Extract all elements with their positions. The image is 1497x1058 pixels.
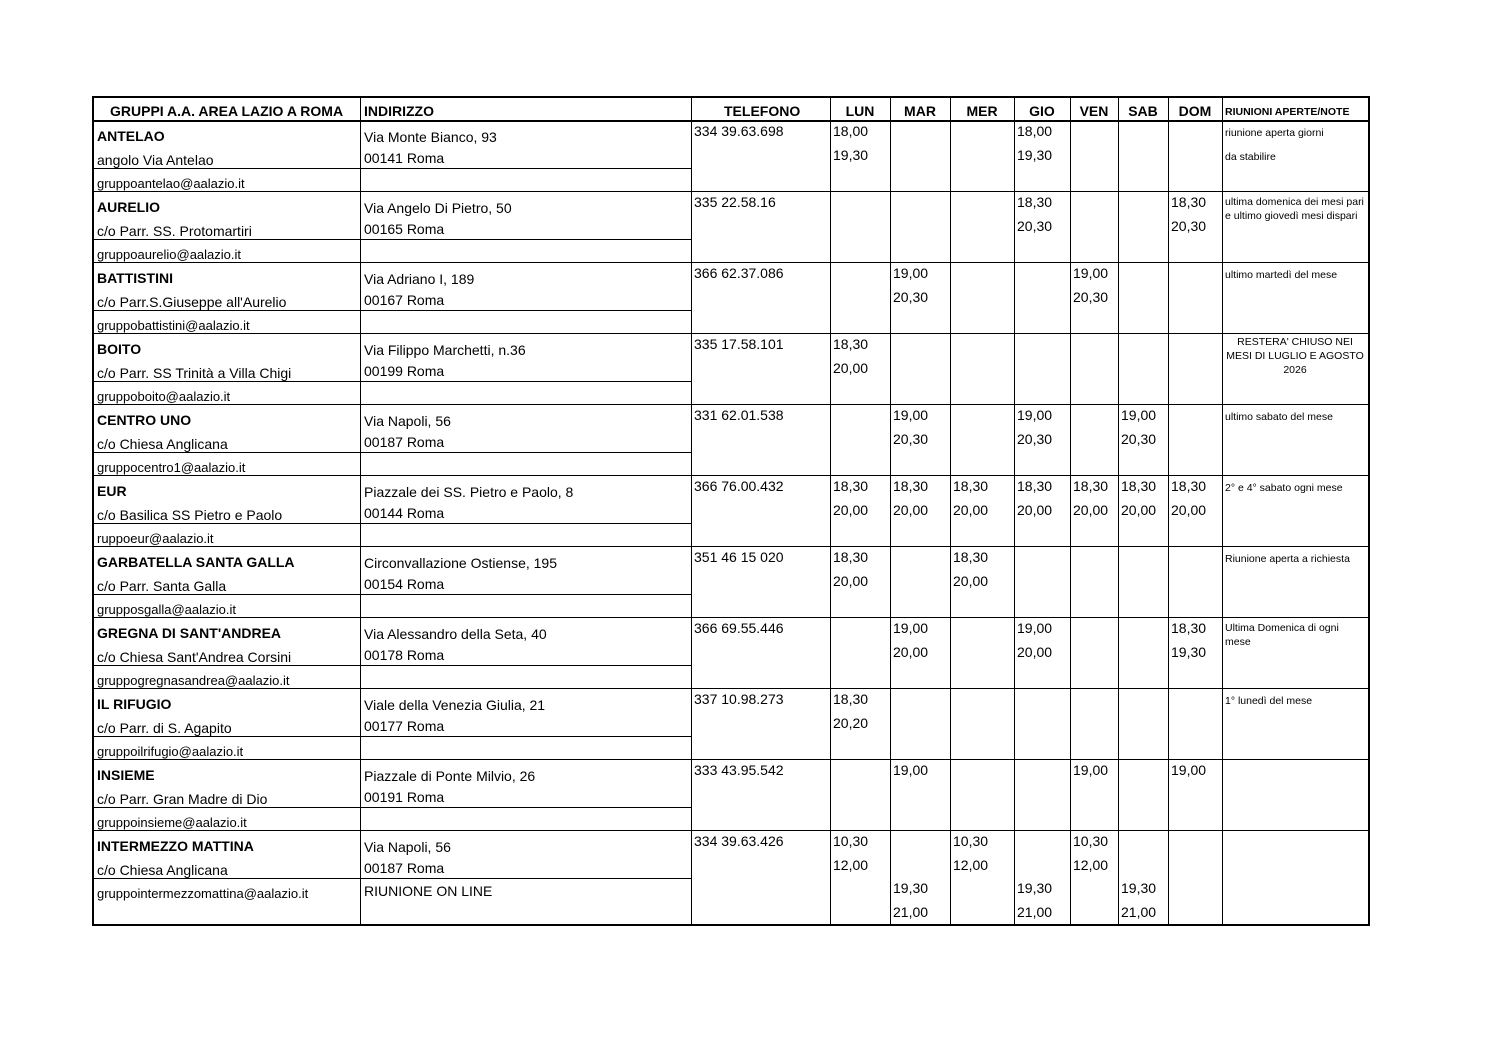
row-divider	[94, 310, 691, 311]
meeting-time: 18,30	[1017, 194, 1053, 210]
group-city: 00191 Roma	[364, 789, 445, 805]
meeting-time: 19,00	[893, 265, 929, 281]
group-name: AURELIO	[97, 199, 160, 215]
group-city: 00187 Roma	[364, 860, 445, 876]
row-divider	[94, 168, 691, 169]
group-street: Piazzale di Ponte Milvio, 26	[364, 768, 536, 784]
col-divider	[691, 98, 692, 924]
group-street: Via Adriano I, 189	[364, 271, 475, 287]
row-divider	[94, 523, 691, 524]
group-note-line: MESI DI LUGLIO E AGOSTO	[1226, 350, 1364, 362]
meeting-time: 19,30	[1017, 146, 1053, 163]
meeting-time: 18,30	[1171, 194, 1207, 210]
group-street: Via Monte Bianco, 93	[364, 129, 497, 145]
meeting-time: 20,30	[893, 430, 929, 447]
group-phone: 351 46 15 020	[694, 549, 784, 565]
row-divider	[94, 617, 1368, 618]
row-divider	[94, 807, 691, 808]
group-email: grupposgalla@aalazio.it	[97, 602, 236, 617]
group-name: GARBATELLA SANTA GALLA	[97, 554, 295, 570]
group-location: c/o Parr. Santa Galla	[97, 578, 227, 594]
group-name: GREGNA DI SANT'ANDREA	[97, 625, 282, 641]
meeting-time: 20,00	[833, 359, 869, 376]
meeting-time: 20,00	[1171, 501, 1207, 518]
row-divider	[94, 546, 1368, 547]
group-name: CENTRO UNO	[97, 412, 192, 428]
meeting-time: 20,00	[893, 643, 929, 660]
row-divider	[94, 262, 1368, 263]
group-note-line: Riunione aperta a richiesta	[1225, 553, 1350, 565]
group-email: gruppocentro1@aalazio.it	[97, 460, 246, 475]
row-divider	[94, 830, 1368, 831]
group-phone: 335 22.58.16	[694, 194, 776, 210]
header-notes: RIUNIONI APERTE/NOTE	[1225, 106, 1350, 118]
group-note-line: mese	[1225, 636, 1251, 648]
group-city: 00167 Roma	[364, 292, 445, 308]
header-day-lun: LUN	[845, 103, 875, 119]
col-divider	[1070, 98, 1071, 924]
group-phone: 335 17.58.101	[694, 336, 784, 352]
meeting-time: 19,00	[893, 407, 929, 423]
meeting-time: 19,00	[1121, 407, 1157, 423]
group-email: gruppoinsieme@aalazio.it	[97, 815, 247, 830]
meeting-time: 19,30	[1121, 880, 1157, 896]
meeting-time: 20,00	[1073, 501, 1109, 518]
group-note-line: 1° lunedì del mese	[1225, 695, 1313, 707]
group-note-line: RESTERA' CHIUSO NEI	[1237, 336, 1353, 348]
group-name: BATTISTINI	[97, 270, 173, 286]
meeting-time: 19,00	[893, 762, 929, 778]
group-note-line: Ultima Domenica di ogni	[1225, 622, 1339, 634]
meeting-time: 19,00	[1171, 762, 1207, 778]
group-city: 00144 Roma	[364, 505, 445, 521]
group-phone: 366 62.37.086	[694, 265, 784, 281]
group-note-line: 2026	[1283, 364, 1307, 376]
row-divider	[94, 688, 1368, 689]
meeting-time: 19,30	[1171, 643, 1207, 660]
row-divider	[94, 736, 691, 737]
group-phone: 337 10.98.273	[694, 691, 784, 707]
col-divider	[1014, 98, 1015, 924]
group-city: 00177 Roma	[364, 718, 445, 734]
meeting-time: 21,00	[893, 903, 929, 920]
header-day-sab: SAB	[1128, 103, 1158, 119]
group-street: Piazzale dei SS. Pietro e Paolo, 8	[364, 484, 574, 500]
row-divider	[94, 452, 691, 453]
group-phone: 333 43.95.542	[694, 762, 784, 778]
header-day-gio: GIO	[1029, 103, 1055, 119]
group-city: 00178 Roma	[364, 647, 445, 663]
group-city: 00165 Roma	[364, 221, 445, 237]
meeting-time: 19,00	[893, 620, 929, 636]
meeting-time: 18,30	[1171, 620, 1207, 636]
meeting-time: 20,00	[893, 501, 929, 518]
group-email: gruppoboito@aalazio.it	[97, 389, 231, 404]
meeting-time: 20,00	[953, 572, 989, 589]
row-divider	[94, 759, 1368, 760]
group-city: 00199 Roma	[364, 363, 445, 379]
meeting-time: 20,30	[1017, 217, 1053, 234]
group-location: c/o Parr. SS. Protomartiri	[97, 223, 252, 239]
row-divider	[94, 475, 1368, 476]
col-divider	[1118, 98, 1119, 924]
meeting-time: 12,00	[833, 856, 869, 873]
meeting-time: 20,00	[833, 501, 869, 518]
meeting-schedule-table	[92, 96, 1370, 926]
group-phone: 331 62.01.538	[694, 407, 784, 423]
row-divider	[94, 404, 1368, 405]
row-divider	[94, 333, 1368, 334]
meeting-time: 18,30	[1073, 478, 1109, 494]
meeting-time: 19,30	[1017, 880, 1053, 896]
col-divider	[890, 98, 891, 924]
meeting-time: 20,30	[1073, 288, 1109, 305]
group-email: gruppoaurelio@aalazio.it	[97, 247, 242, 262]
meeting-time: 20,20	[833, 714, 869, 731]
meeting-time: 19,00	[1073, 265, 1109, 281]
meeting-time: 20,00	[1017, 643, 1053, 660]
meeting-time: 20,30	[1171, 217, 1207, 234]
group-email: gruppogregnasandrea@aalazio.it	[97, 673, 290, 688]
meeting-time: 19,00	[1073, 762, 1109, 778]
header-day-mer: MER	[966, 103, 998, 119]
group-name: INTERMEZZO MATTINA	[97, 838, 254, 854]
meeting-time: 10,30	[833, 833, 869, 849]
header-day-ven: VEN	[1079, 103, 1109, 119]
meeting-time: 18,30	[833, 478, 869, 494]
meeting-time: 18,30	[1121, 478, 1157, 494]
group-phone: 366 76.00.432	[694, 478, 784, 494]
meeting-time: 18,00	[833, 123, 869, 139]
meeting-time: 19,30	[833, 146, 869, 163]
group-location: c/o Basilica SS Pietro e Paolo	[97, 507, 283, 523]
meeting-time: 12,00	[1073, 856, 1109, 873]
col-divider	[360, 98, 361, 924]
meeting-time: 18,30	[953, 478, 989, 494]
group-location: c/o Parr. di S. Agapito	[97, 720, 232, 736]
meeting-time: 19,30	[893, 880, 929, 896]
group-street: Viale della Venezia Giulia, 21	[364, 697, 546, 713]
meeting-time: 10,30	[953, 833, 989, 849]
meeting-time: 18,00	[1017, 123, 1053, 139]
group-street: Via Napoli, 56	[364, 413, 451, 429]
group-address-extra: RIUNIONE ON LINE	[364, 883, 493, 899]
header-day-dom: DOM	[1178, 103, 1212, 119]
group-email: gruppoilrifugio@aalazio.it	[97, 744, 244, 759]
group-note-line: ultimo martedì del mese	[1225, 269, 1338, 281]
group-location: c/o Chiesa Anglicana	[97, 862, 228, 878]
row-divider	[94, 878, 691, 879]
group-location: angolo Via Antelao	[97, 152, 214, 168]
group-name: ANTELAO	[97, 128, 165, 144]
meeting-time: 10,30	[1073, 833, 1109, 849]
meeting-time: 19,00	[1017, 407, 1053, 423]
meeting-time: 18,30	[953, 549, 989, 565]
group-note-line: riunione aperta giorni	[1225, 127, 1324, 139]
meeting-time: 20,30	[1121, 430, 1157, 447]
group-name: BOITO	[97, 341, 142, 357]
header-address: INDIRIZZO	[364, 103, 434, 119]
group-location: c/o Chiesa Sant'Andrea Corsini	[97, 649, 292, 665]
meeting-time: 20,00	[833, 572, 869, 589]
meeting-time: 18,30	[833, 336, 869, 352]
col-divider	[830, 98, 831, 924]
header-group: GRUPPI A.A. AREA LAZIO A ROMA	[110, 103, 344, 119]
col-divider	[1222, 98, 1223, 924]
group-name: INSIEME	[97, 767, 155, 783]
group-note-line: e ultimo giovedì mesi dispari	[1225, 210, 1358, 222]
meeting-time: 18,30	[833, 549, 869, 565]
group-email: gruppointermezzomattina@aalazio.it	[97, 886, 309, 901]
group-email: gruppobattistini@aalazio.it	[97, 318, 250, 333]
header-day-mar: MAR	[904, 103, 936, 119]
meeting-time: 21,00	[1121, 903, 1157, 920]
group-phone: 334 39.63.698	[694, 123, 784, 139]
meeting-time: 18,30	[1017, 478, 1053, 494]
meeting-time: 20,30	[893, 288, 929, 305]
meeting-time: 18,30	[833, 691, 869, 707]
group-street: Via Angelo Di Pietro, 50	[364, 200, 512, 216]
col-divider	[950, 98, 951, 924]
row-divider	[94, 191, 1368, 192]
group-name: IL RIFUGIO	[97, 696, 172, 712]
row-divider	[94, 594, 691, 595]
group-location: c/o Parr. Gran Madre di Dio	[97, 791, 268, 807]
group-note-line: da stabilire	[1225, 150, 1276, 163]
group-note-line: ultimo sabato del mese	[1225, 411, 1333, 423]
meeting-time: 20,00	[953, 501, 989, 518]
group-note-line: 2° e 4° sabato ogni mese	[1225, 482, 1343, 494]
meeting-time: 20,30	[1017, 430, 1053, 447]
meeting-time: 18,30	[1171, 478, 1207, 494]
meeting-time: 18,30	[893, 478, 929, 494]
row-divider	[94, 381, 691, 382]
group-street: Via Filippo Marchetti, n.36	[364, 342, 526, 358]
group-note-line: ultima domenica dei mesi pari	[1225, 196, 1364, 208]
group-phone: 334 39.63.426	[694, 833, 784, 849]
meeting-time: 20,00	[1017, 501, 1053, 518]
group-location: c/o Parr.S.Giuseppe all'Aurelio	[97, 294, 287, 310]
header-phone: TELEFONO	[724, 103, 801, 119]
group-email: gruppoantelao@aalazio.it	[97, 176, 245, 191]
group-location: c/o Parr. SS Trinità a Villa Chigi	[97, 365, 292, 381]
meeting-time: 19,00	[1017, 620, 1053, 636]
group-city: 00187 Roma	[364, 434, 445, 450]
group-street: Circonvallazione Ostiense, 195	[364, 555, 557, 571]
meeting-time: 21,00	[1017, 903, 1053, 920]
row-divider	[94, 239, 691, 240]
row-divider	[94, 120, 1368, 122]
group-street: Via Alessandro della Seta, 40	[364, 626, 547, 642]
col-divider	[1168, 98, 1169, 924]
group-phone: 366 69.55.446	[694, 620, 784, 636]
group-street: Via Napoli, 56	[364, 839, 451, 855]
meeting-time: 12,00	[953, 856, 989, 873]
group-name: EUR	[97, 483, 127, 499]
group-city: 00141 Roma	[364, 150, 445, 166]
row-divider	[94, 665, 691, 666]
group-location: c/o Chiesa Anglicana	[97, 436, 228, 452]
meeting-time: 20,00	[1121, 501, 1157, 518]
group-city: 00154 Roma	[364, 576, 445, 592]
group-email: ruppoeur@aalazio.it	[97, 531, 214, 546]
